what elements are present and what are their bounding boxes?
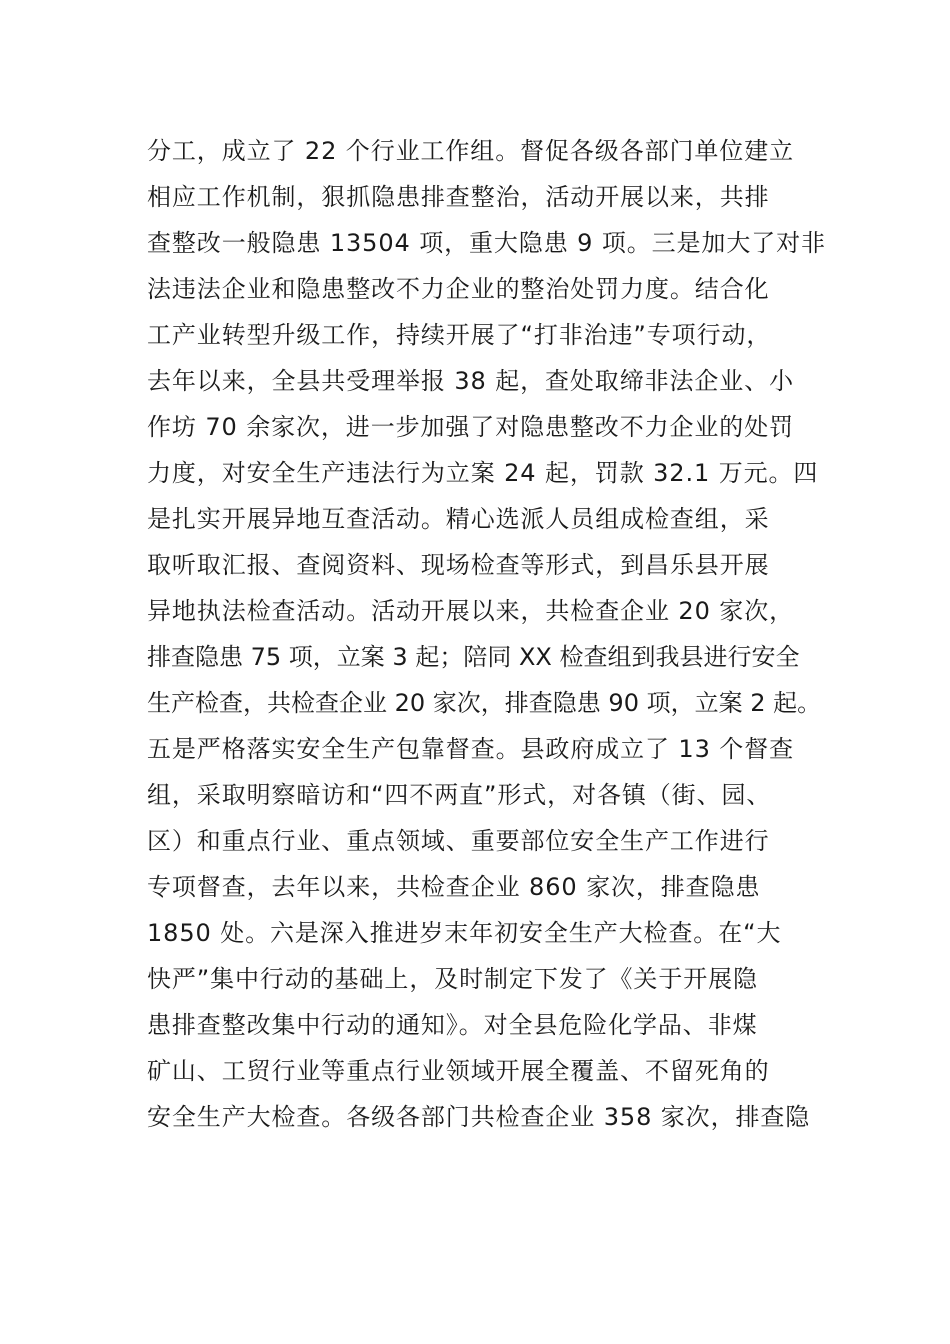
text-line: 取听取汇报、查阅资料、现场检查等形式，到昌乐县开展 [147,551,770,579]
text-line: 去年以来，全县共受理举报 38 起，查处取缔非法企业、小 [147,367,794,395]
text-line: 快严”集中行动的基础上，及时制定下发了《关于开展隐 [147,965,758,993]
text-line: 查整改一般隐患 13504 项，重大隐患 9 项。三是加大了对非 [147,229,826,257]
text-line: 区）和重点行业、重点领域、重要部位安全生产工作进行 [147,827,770,855]
text-line: 是扎实开展异地互查活动。精心选派人员组成检查组，采 [147,505,770,533]
text-line: 工产业转型升级工作，持续开展了“打非治违”专项行动， [147,321,772,349]
body-text [147,128,827,1140]
text-line: 法违法企业和隐患整改不力企业的整治处罚力度。结合化 [147,275,770,303]
text-line: 排查隐患 75 项，立案 3 起；陪同 XX 检查组到我县进行安全 [147,643,800,671]
text-line: 作坊 70 余家次，进一步加强了对隐患整改不力企业的处罚 [147,413,794,441]
text-line: 分工，成立了 22 个行业工作组。督促各级各部门单位建立 [147,137,794,165]
text-line: 组，采取明察暗访和“四不两直”形式，对各镇（街、园、 [147,781,772,809]
text-line: 生产检查，共检查企业 20 家次，排查隐患 90 项，立案 2 起。 [147,689,822,717]
text-line: 力度，对安全生产违法行为立案 24 起，罚款 32.1 万元。四 [147,459,819,487]
text-line: 异地执法检查活动。活动开展以来，共检查企业 20 家次， [147,597,794,625]
text-line: 患排查整改集中行动的通知》。对全县危险化学品、非煤 [147,1011,758,1039]
text-line: 安全生产大检查。各级各部门共检查企业 358 家次，排查隐 [147,1103,811,1131]
text-line: 五是严格落实安全生产包靠督查。县政府成立了 13 个督查 [147,735,794,763]
text-line: 1850 处。六是深入推进岁末年初安全生产大检查。在“大 [147,919,782,947]
text-line: 矿山、工贸行业等重点行业领域开展全覆盖、不留死角的 [147,1057,770,1085]
text-line: 相应工作机制，狠抓隐患排查整治，活动开展以来，共排 [147,183,770,211]
text-line: 专项督查，去年以来，共检查企业 860 家次，排查隐患 [147,873,761,901]
